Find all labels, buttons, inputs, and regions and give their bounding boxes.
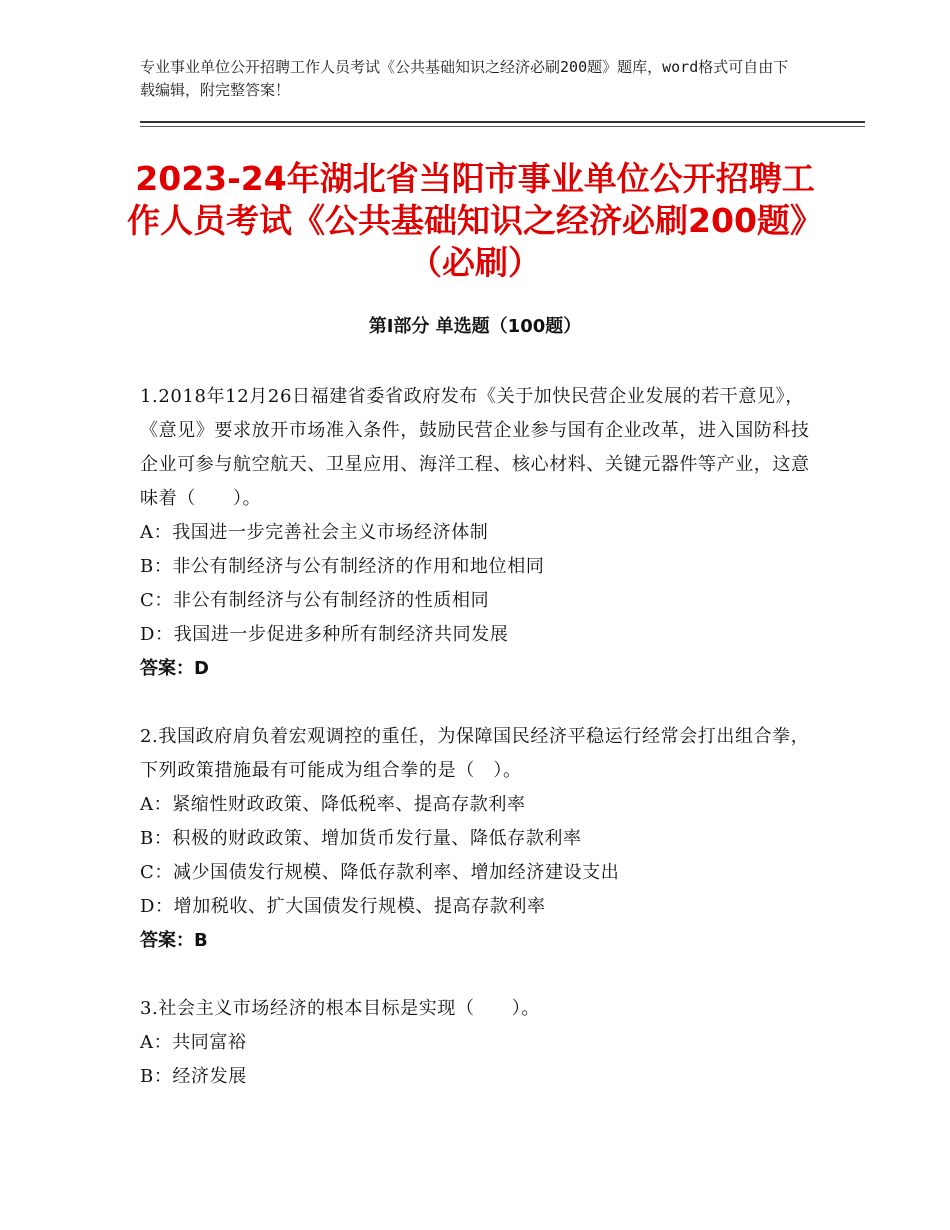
question-3 (140, 992, 820, 1094)
option-b: B：非公有制经济与公有制经济的作用和地位相同 (140, 556, 545, 577)
option-c: C：非公有制经济与公有制经济的性质相同 (140, 590, 490, 611)
option-b: B：积极的财政政策、增加货币发行量、降低存款利率 (140, 828, 582, 849)
answer-line: 答案：D (140, 658, 209, 679)
question-1 (140, 380, 820, 686)
answer-line: 答案：B (140, 930, 208, 951)
question-stem: 2.我国政府肩负着宏观调控的重任，为保障国民经济平稳运行经常会打出组合拳，下列政策措施最有可能成为组合拳的是（ ）。 (140, 726, 810, 781)
section-heading: 第I部分 单选题（100题） (368, 316, 582, 337)
header-note: 专业事业单位公开招聘工作人员考试《公共基础知识之经济必刷200题》题库，word格式可自由下载编辑，附完整答案！ (140, 58, 789, 99)
option-a: A：我国进一步完善社会主义市场经济体制 (140, 522, 489, 543)
header-rule-thin (140, 126, 865, 127)
option-d: D：增加税收、扩大国债发行规模、提高存款利率 (140, 896, 546, 917)
question-2 (140, 720, 820, 958)
question-list (140, 380, 820, 1128)
option-b: B：经济发展 (140, 1066, 247, 1087)
option-c: C：减少国债发行规模、降低存款利率、增加经济建设支出 (140, 862, 620, 883)
option-a: A：紧缩性财政政策、降低税率、提高存款利率 (140, 794, 526, 815)
header-rule-thick (140, 121, 865, 123)
question-stem: 1.2018年12月26日福建省委省政府发布《关于加快民营企业发展的若干意见》，《意见》要求放开市场准入条件，鼓励民营企业参与国有企业改革，进入国防科技企业可参与航空航天、卫星应用、海洋工程、核心材料、关键元器件等产业，这意味着（ ）。 (140, 386, 810, 509)
option-d: D：我国进一步促进多种所有制经济共同发展 (140, 624, 509, 645)
option-a: A：共同富裕 (140, 1032, 247, 1053)
question-stem: 3.社会主义市场经济的根本目标是实现（ ）。 (140, 998, 540, 1019)
document-title: 2023-24年湖北省当阳市事业单位公开招聘工作人员考试《公共基础知识之经济必刷200题》（必刷） (127, 159, 823, 282)
